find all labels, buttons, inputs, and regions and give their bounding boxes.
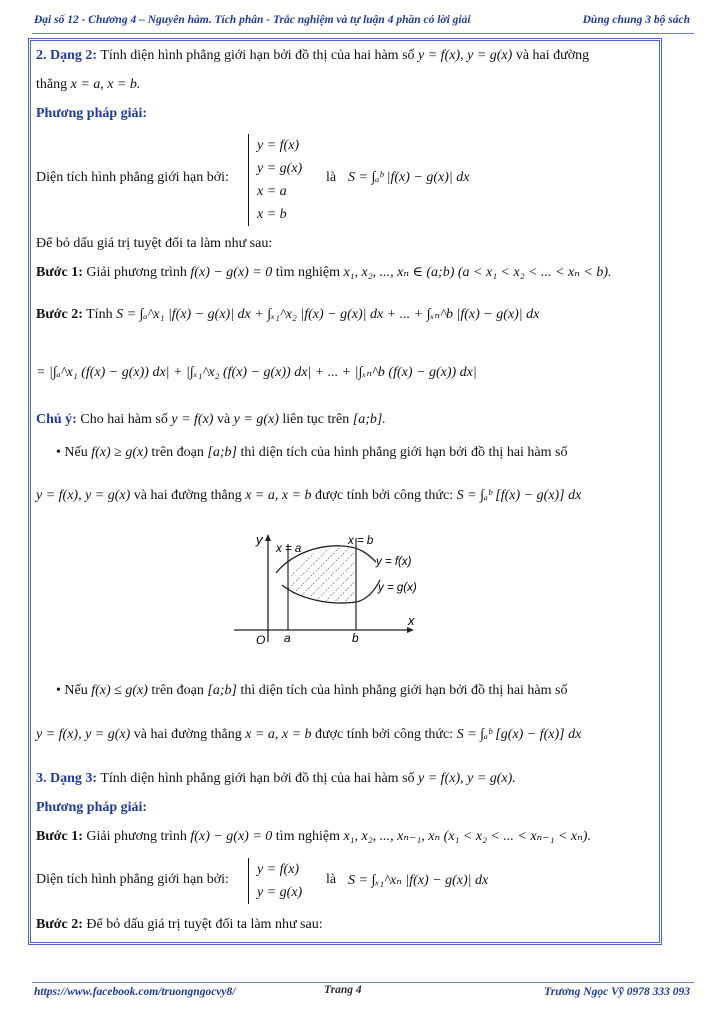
- section3-step2: [36, 917, 660, 933]
- note-text: Cho hai hàm số: [80, 412, 168, 427]
- s3-la-word: là: [326, 872, 337, 887]
- label-x-eq-b: x = b: [348, 535, 374, 547]
- section3-text: Tính diện hình phẳng giới hạn bởi đồ thị của hai hàm số: [100, 771, 415, 786]
- system-line: y = f(x): [257, 862, 300, 877]
- note-cont: liên tục trên: [282, 412, 350, 427]
- page-number: Trang 4: [324, 984, 362, 996]
- s3-step1-roots: x₁, x₂, ..., xₙ₋₁, xₙ (x₁ < x₂ < ... < xₙ₋₁ < xₙ).: [343, 829, 591, 844]
- section3-area-block: [36, 858, 660, 906]
- section2-text2: và hai đường: [515, 48, 590, 63]
- system-line: y = g(x): [257, 161, 303, 176]
- bounding-system: [248, 134, 302, 226]
- footer-author: Trương Ngọc Vỹ 0978 333 093: [544, 986, 690, 998]
- section2-lines-eq: x = a, x = b.: [70, 77, 141, 92]
- page-footer: [34, 986, 690, 1002]
- bullet2-start: • Nếu: [56, 683, 88, 698]
- bullet1-interval: [a;b]: [207, 445, 237, 460]
- section3-funcs: y = f(x), y = g(x).: [418, 771, 516, 786]
- page-header: [34, 14, 690, 30]
- bullet2-line1: [56, 683, 656, 699]
- s3-step1-text2: tìm nghiệm: [275, 829, 340, 844]
- label-origin: O: [256, 633, 266, 647]
- footer-divider: [32, 982, 694, 983]
- bullet1-text2: thì diện tích của hình phẳng giới hạn bởi đồ thị hai hàm số: [240, 445, 568, 460]
- section3-heading-line: [36, 771, 660, 787]
- bullet1-lines: x = a, x = b: [245, 488, 312, 503]
- s3-step1-label: Bước 1:: [36, 829, 83, 844]
- header-divider: [32, 33, 694, 34]
- bullet2-cond: f(x) ≤ g(x): [91, 683, 148, 698]
- step1-text: Giải phương trình: [86, 265, 187, 280]
- label-x: x: [408, 613, 415, 628]
- label-g: y = g(x): [378, 582, 417, 594]
- hatched-region: [288, 548, 356, 604]
- system-line: y = g(x): [257, 885, 303, 900]
- bullet2-line2-text2: được tính bởi công thức:: [315, 727, 454, 742]
- la-word: là: [326, 170, 337, 185]
- section2-heading-line: [36, 48, 660, 64]
- bullet1-line2-text: và hai đường thẳng: [133, 488, 242, 503]
- section2-text3: thẳng: [36, 77, 68, 92]
- remove-abs-text: Để bỏ dấu giá trị tuyệt đối ta làm như sau:: [36, 236, 273, 251]
- s3-area-formula: S = ∫ₓ₁^xₙ |f(x) − g(x)| dx: [348, 873, 489, 888]
- step2-label: Bước 2:: [36, 307, 83, 322]
- y-axis-arrow: [265, 534, 271, 541]
- s3-step1-text: Giải phương trình: [86, 829, 187, 844]
- step1-eq: f(x) − g(x) = 0: [190, 265, 273, 280]
- bullet1-line2-text2: được tính bởi công thức:: [315, 488, 454, 503]
- section2-text: Tính diện hình phẳng giới hạn bởi đồ thị của hai hàm số: [100, 48, 415, 63]
- section2-area-block: [36, 134, 660, 226]
- step1-text2: tìm nghiệm: [275, 265, 340, 280]
- step1-roots: x₁, x₂, ..., xₙ ∈ (a;b) (a < x₁ < x₂ < ... < xₙ < b).: [343, 265, 612, 280]
- area-formula: S = ∫ₐᵇ |f(x) − g(x)| dx: [348, 170, 470, 185]
- bullet2-interval: [a;b]: [207, 683, 237, 698]
- system-line: x = a: [257, 184, 287, 199]
- s3-step1-eq: f(x) − g(x) = 0: [190, 829, 273, 844]
- note-interval: [a;b].: [352, 412, 386, 427]
- header-right: Dùng chung 3 bộ sách: [582, 14, 690, 26]
- bullet2-funcs: y = f(x), y = g(x): [36, 727, 131, 742]
- bullet1-start: • Nếu: [56, 445, 88, 460]
- section3-method: Phương pháp giải:: [36, 800, 148, 815]
- label-a: a: [284, 631, 291, 645]
- bullet1-line1: [56, 445, 656, 461]
- section2-title: 2. Dạng 2:: [36, 48, 98, 63]
- note-and: và: [216, 412, 231, 427]
- step1-label: Bước 1:: [36, 265, 83, 280]
- footer-link[interactable]: https://www.facebook.com/truongngocvy8/: [34, 986, 236, 998]
- bullet1-line2: [36, 488, 660, 504]
- area-label: Diện tích hình phẳng giới hạn bởi:: [36, 170, 229, 185]
- system-line: y = f(x): [257, 138, 300, 153]
- bullet1-text: trên đoạn: [151, 445, 204, 460]
- step2-line: [36, 306, 660, 323]
- label-b: b: [352, 631, 359, 645]
- section2-funcs: y = f(x), y = g(x): [418, 48, 513, 63]
- note-g: y = g(x): [233, 412, 279, 427]
- step1-line: [36, 264, 660, 281]
- label-x-eq-a: x = a: [276, 543, 302, 555]
- bullet1-formula: S = ∫ₐᵇ [f(x) − g(x)] dx: [456, 488, 582, 503]
- header-title: Đại số 12 - Chương 4 – Nguyên hàm. Tích phân - Trắc nghiệm và tự luận 4 phần có lời giải: [34, 14, 471, 26]
- step2-formula2-text: = |∫ₐ^x₁ (f(x) − g(x)) dx| + |∫ₓ₁^x₂ (f(x) − g(x)) dx| + ... + |∫ₓₙ^b (f(x) − g(x)) dx|: [36, 365, 477, 380]
- label-f: y = f(x): [376, 556, 412, 568]
- bullet2-text: trên đoạn: [151, 683, 204, 698]
- step2-text: Tính: [86, 307, 113, 322]
- bullet2-text2: thì diện tích của hình phẳng giới hạn bởi đồ thị hai hàm số: [240, 683, 568, 698]
- section2-lines: [36, 77, 660, 93]
- section3-step1: [36, 828, 660, 845]
- bullet2-line2: [36, 727, 660, 743]
- bullet1-funcs: y = f(x), y = g(x): [36, 488, 131, 503]
- s3-area-label: Diện tích hình phẳng giới hạn bởi:: [36, 872, 229, 887]
- step2-formula2: [36, 364, 660, 381]
- step2-formula: S = ∫ₐ^x₁ |f(x) − g(x)| dx + ∫ₓ₁^x₂ |f(x) − g(x)| dx + ... + ∫ₓₙ^b |f(x) − g(x)| dx: [116, 307, 540, 322]
- s3-step2-label: Bước 2:: [36, 917, 83, 932]
- bullet2-lines: x = a, x = b: [245, 727, 312, 742]
- bullet2-line2-text: và hai đường thẳng: [133, 727, 242, 742]
- note-f: y = f(x): [171, 412, 214, 427]
- system-line: x = b: [257, 207, 287, 222]
- s3-bounding-system: [248, 858, 302, 904]
- s3-step2-text: Để bỏ dấu giá trị tuyệt đối ta làm như sau:: [86, 917, 323, 932]
- bullet2-formula: S = ∫ₐᵇ [g(x) − f(x)] dx: [456, 727, 582, 742]
- area-figure: [228, 530, 428, 648]
- section2-method: Phương pháp giải:: [36, 106, 148, 121]
- section3-title: 3. Dạng 3:: [36, 771, 98, 786]
- note-line: [36, 412, 660, 428]
- label-y: y: [256, 532, 263, 547]
- bullet1-cond: f(x) ≥ g(x): [91, 445, 148, 460]
- note-label: Chú ý:: [36, 412, 77, 427]
